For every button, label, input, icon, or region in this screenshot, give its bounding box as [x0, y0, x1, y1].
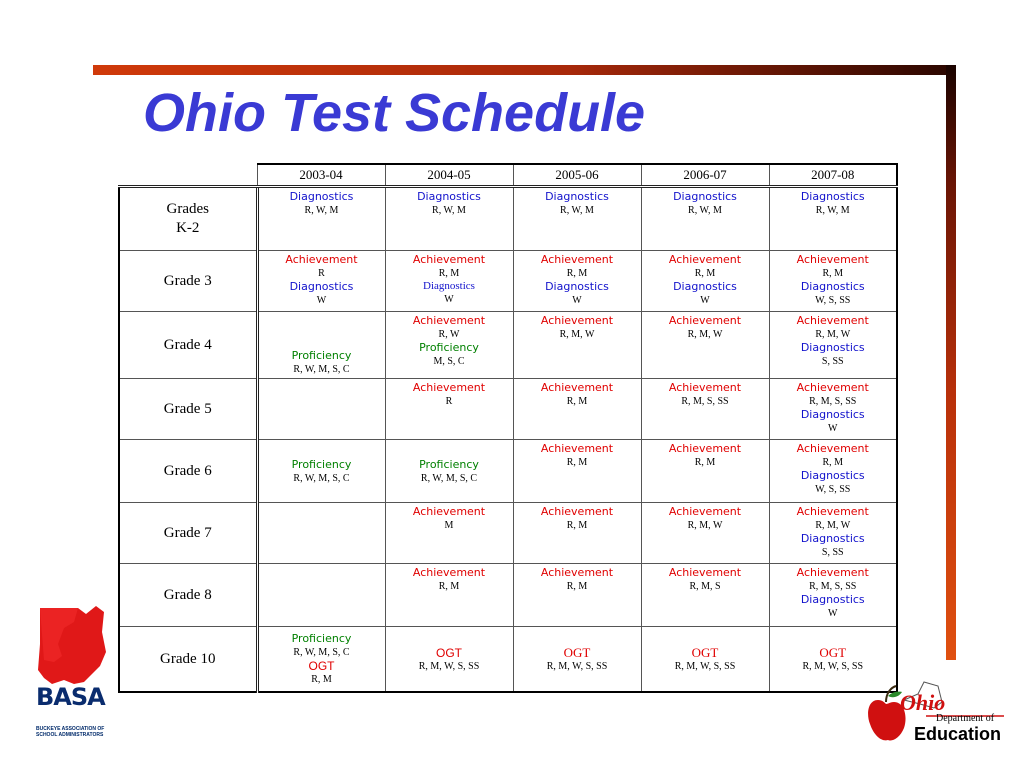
- subjects-text: R, W, M: [560, 205, 594, 216]
- achievement-label: Achievement: [412, 314, 486, 327]
- header-accent-bar: [93, 65, 955, 75]
- subjects-text: W, S, SS: [815, 295, 851, 306]
- subjects-text: R, M: [822, 457, 844, 468]
- subjects-text: R, M: [438, 268, 460, 279]
- schedule-cell: [257, 251, 385, 312]
- schedule-cell: [641, 251, 769, 312]
- schedule-cell: [257, 503, 385, 564]
- subjects-text: R, M: [566, 268, 588, 279]
- subjects-text: R: [318, 268, 325, 279]
- test-schedule-table: [118, 163, 898, 693]
- page-title: Ohio Test Schedule: [143, 83, 646, 143]
- schedule-cell: [385, 187, 513, 251]
- achievement-label: Achievement: [668, 442, 742, 455]
- grade-label: Grade 8: [119, 564, 257, 627]
- subjects-text: R, M: [566, 457, 588, 468]
- ogt-label: OGT: [819, 644, 847, 660]
- schedule-cell: [641, 440, 769, 503]
- subjects-text: R, M, S, SS: [681, 396, 729, 407]
- ogt-label: OGT: [691, 644, 719, 660]
- schedule-cell: [513, 564, 641, 627]
- subjects-text: R, W, M: [432, 205, 466, 216]
- subjects-text: S, SS: [821, 547, 844, 558]
- schedule-cell: [513, 312, 641, 379]
- schedule-cell: [257, 312, 385, 379]
- schedule-cell: [257, 564, 385, 627]
- achievement-label: Achievement: [540, 566, 614, 579]
- subjects-text: R, W: [438, 329, 460, 340]
- proficiency-label: Proficiency: [419, 457, 479, 471]
- schedule-cell: [385, 312, 513, 379]
- achievement-label: Achievement: [668, 253, 742, 266]
- subjects-text: R, W, M, S, C: [293, 364, 350, 375]
- achievement-label: Achievement: [412, 505, 486, 518]
- table-row: [119, 312, 897, 379]
- schedule-cell: [513, 627, 641, 693]
- schedule-cell: [385, 379, 513, 440]
- diagnostics-label: Diagnostics: [800, 280, 865, 293]
- corner-cell: [119, 164, 257, 187]
- schedule-cell: [513, 440, 641, 503]
- grade-label: Grade 4: [119, 312, 257, 379]
- subjects-text: R, M, W, S, SS: [546, 660, 608, 672]
- ogt-label: OGT: [436, 645, 462, 660]
- achievement-label: Achievement: [285, 253, 358, 266]
- achievement-label: Achievement: [796, 314, 869, 327]
- subjects-text: R, M: [566, 396, 588, 407]
- subjects-text: R, M: [694, 457, 716, 468]
- schedule-cell: [385, 627, 513, 693]
- diagnostics-label: Diagnostics: [800, 341, 865, 354]
- achievement-label: Achievement: [540, 381, 614, 394]
- schedule-cell: [513, 251, 641, 312]
- subjects-text: R, M, W, S, SS: [674, 660, 736, 672]
- schedule-cell: [641, 379, 769, 440]
- department-text: Department of: [936, 713, 995, 724]
- schedule-cell: [769, 187, 897, 251]
- schedule-cell: [257, 627, 385, 693]
- basa-ohio-logo: [34, 604, 110, 746]
- achievement-label: Achievement: [668, 314, 742, 327]
- schedule-cell: [641, 312, 769, 379]
- schedule-cell: [385, 251, 513, 312]
- subjects-text: R, M, W: [815, 329, 851, 340]
- subjects-text: R, M: [438, 581, 460, 592]
- table-row: [119, 503, 897, 564]
- diagnostics-label: Diagnostics: [545, 280, 609, 293]
- subjects-text: R, M, W, S, SS: [802, 660, 864, 672]
- basa-caption: BUCKEYE ASSOCIATION OF SCHOOL ADMINISTRATORS: [36, 726, 105, 738]
- grade-label: Grade 7: [119, 503, 257, 564]
- ohio-script-text: Ohio: [900, 690, 946, 715]
- subjects-text: R, M, W: [815, 520, 851, 531]
- schedule-body: [119, 187, 897, 693]
- column-header-2005-06: 2005-06: [513, 164, 641, 187]
- subjects-text: W, S, SS: [815, 484, 851, 495]
- subjects-text: R, W, M, S, C: [420, 472, 478, 484]
- schedule-cell: [513, 503, 641, 564]
- header-row: [119, 164, 897, 187]
- proficiency-label: Proficiency: [419, 341, 479, 354]
- column-header-2007-08: 2007-08: [769, 164, 897, 187]
- education-text: Education: [914, 724, 1002, 744]
- diagnostics-label: Diagnostics: [423, 280, 475, 292]
- subjects-text: R, W, M: [304, 205, 339, 216]
- table-row: [119, 440, 897, 503]
- diagnostics-label: Diagnostics: [673, 190, 737, 203]
- table-row: [119, 564, 897, 627]
- table-row: [119, 187, 897, 251]
- subjects-text: S, SS: [821, 356, 844, 367]
- diagnostics-label: Diagnostics: [800, 532, 865, 545]
- subjects-text: R, M, W: [687, 520, 723, 531]
- achievement-label: Achievement: [796, 505, 869, 518]
- achievement-label: Achievement: [540, 253, 614, 266]
- schedule-cell: [385, 440, 513, 503]
- achievement-label: Achievement: [668, 381, 742, 394]
- subjects-text: R, W, M, S, C: [293, 647, 350, 658]
- subjects-text: R, M: [566, 520, 588, 531]
- schedule-cell: [641, 627, 769, 693]
- achievement-label: Achievement: [796, 253, 869, 266]
- achievement-label: Achievement: [668, 566, 742, 579]
- column-header-2004-05: 2004-05: [385, 164, 513, 187]
- schedule-cell: [769, 379, 897, 440]
- schedule-cell: [385, 564, 513, 627]
- proficiency-label: Proficiency: [291, 632, 352, 645]
- diagnostics-label: Diagnostics: [673, 280, 737, 293]
- diagnostics-label: Diagnostics: [289, 190, 354, 203]
- schedule-cell: [385, 503, 513, 564]
- grade-label: Grade 6: [119, 440, 257, 503]
- subjects-text: R, M: [694, 268, 716, 279]
- achievement-label: Achievement: [540, 314, 614, 327]
- achievement-label: Achievement: [540, 505, 614, 518]
- schedule-cell: [257, 440, 385, 503]
- proficiency-label: Proficiency: [291, 457, 352, 471]
- ogt-label: OGT: [563, 644, 591, 660]
- diagnostics-label: Diagnostics: [800, 190, 865, 203]
- subjects-text: W: [572, 295, 582, 306]
- subjects-text: R, M: [822, 268, 844, 279]
- diagnostics-label: Diagnostics: [800, 469, 865, 482]
- diagnostics-label: Diagnostics: [800, 408, 865, 421]
- subjects-text: R, M: [566, 581, 588, 592]
- grade-label: Grade 5: [119, 379, 257, 440]
- achievement-label: Achievement: [412, 253, 486, 266]
- basa-letters: BASA: [36, 683, 105, 711]
- achievement-label: Achievement: [796, 566, 869, 579]
- subjects-text: R, M, S, SS: [809, 396, 857, 407]
- achievement-label: Achievement: [412, 381, 486, 394]
- subjects-text: R, W, M: [815, 205, 850, 216]
- side-accent-bar: [946, 65, 956, 660]
- ogt-label: OGT: [308, 659, 335, 673]
- table-row: [119, 379, 897, 440]
- diagnostics-label: Diagnostics: [800, 593, 865, 606]
- subjects-text: R, M, S, SS: [809, 581, 857, 592]
- schedule-cell: [769, 503, 897, 564]
- schedule-cell: [513, 379, 641, 440]
- subjects-text: W: [444, 294, 454, 305]
- subjects-text: W: [700, 295, 710, 306]
- schedule-cell: [641, 503, 769, 564]
- achievement-label: Achievement: [412, 566, 486, 579]
- schedule-cell: [769, 564, 897, 627]
- subjects-text: R, M, S: [689, 581, 721, 592]
- diagnostics-label: Diagnostics: [417, 190, 481, 203]
- schedule-cell: [513, 187, 641, 251]
- table-row: [119, 251, 897, 312]
- subjects-text: R, M, W, S, SS: [418, 660, 480, 672]
- subjects-text: R, W, M, S, C: [293, 472, 350, 484]
- grade-label: Grades K-2: [119, 187, 257, 251]
- subjects-text: R, M, W: [559, 329, 595, 340]
- subjects-text: R, W, M: [688, 205, 722, 216]
- subjects-text: W: [316, 295, 327, 306]
- table-row: [119, 627, 897, 693]
- subjects-text: W: [828, 608, 838, 619]
- schedule-cell: [641, 564, 769, 627]
- subjects-text: R, M, W: [687, 329, 723, 340]
- subjects-text: M, S, C: [433, 356, 465, 367]
- achievement-label: Achievement: [796, 442, 869, 455]
- schedule-cell: [769, 440, 897, 503]
- subjects-text: R, M: [311, 674, 332, 685]
- grade-label: Grade 10: [119, 627, 257, 693]
- achievement-label: Achievement: [540, 442, 614, 455]
- column-header-2006-07: 2006-07: [641, 164, 769, 187]
- subjects-text: W: [828, 423, 838, 434]
- subjects-text: M: [444, 520, 454, 531]
- schedule-cell: [257, 379, 385, 440]
- subjects-text: R: [445, 396, 453, 407]
- schedule-cell: [769, 312, 897, 379]
- diagnostics-label: Diagnostics: [289, 280, 354, 293]
- proficiency-label: Proficiency: [291, 349, 352, 362]
- achievement-label: Achievement: [796, 381, 869, 394]
- schedule-cell: [257, 187, 385, 251]
- column-header-2003-04: 2003-04: [257, 164, 385, 187]
- schedule-cell: [769, 251, 897, 312]
- grade-label: Grade 3: [119, 251, 257, 312]
- achievement-label: Achievement: [668, 505, 742, 518]
- schedule-cell: [641, 187, 769, 251]
- diagnostics-label: Diagnostics: [545, 190, 609, 203]
